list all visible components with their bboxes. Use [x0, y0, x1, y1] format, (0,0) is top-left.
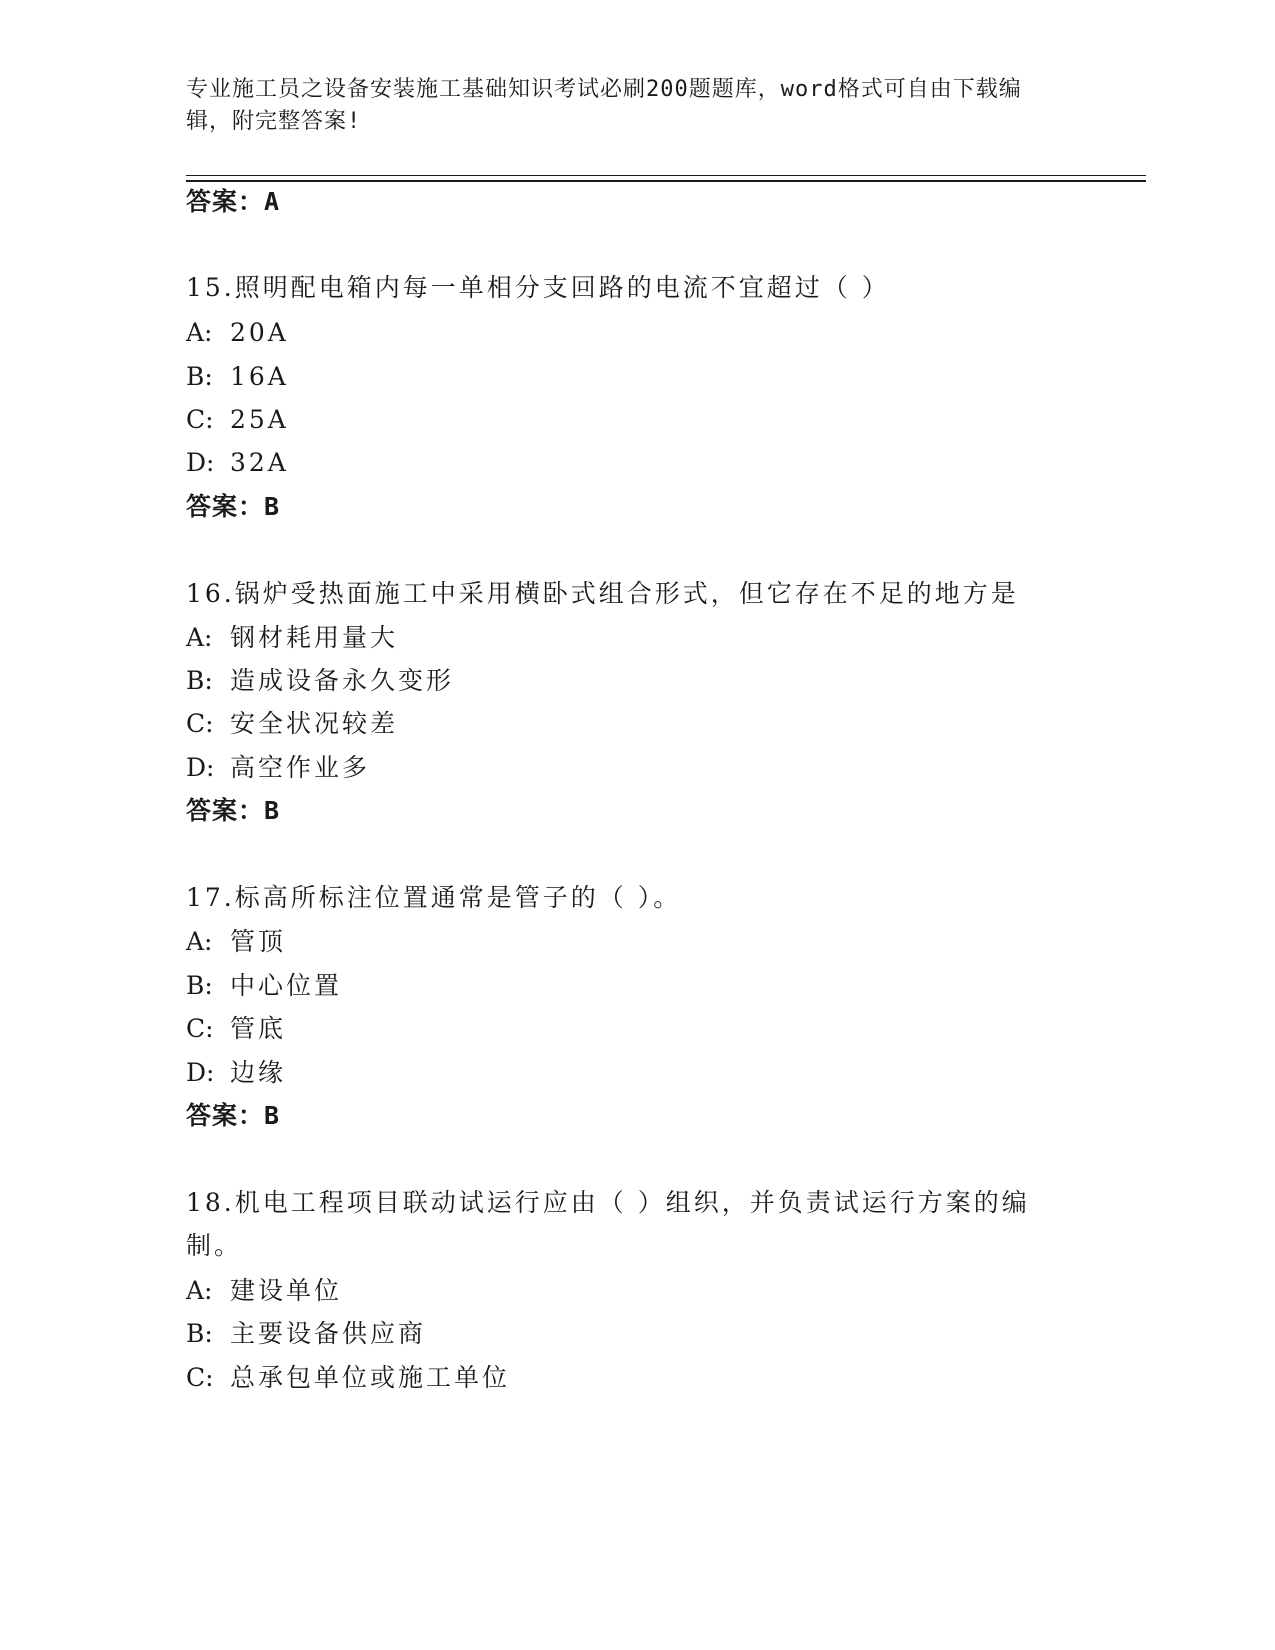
question-16-option-c: [186, 708, 398, 740]
question-17-option-b: [186, 970, 342, 1002]
document-header: 专业施工员之设备安装施工基础知识考试必刷200题题库，word格式可自由下载编辑，附完整答案!: [186, 77, 1022, 134]
option-letter: B:: [186, 362, 213, 391]
question-15-option-a: [186, 317, 289, 349]
header-divider-thin: [186, 175, 1146, 176]
option-text: 高空作业多: [230, 753, 371, 782]
answer-prev: 答案：A: [186, 187, 281, 216]
option-text: 32A: [230, 448, 289, 477]
option-letter: D:: [186, 1058, 215, 1087]
question-15-title: 15.照明配电箱内每一单相分支回路的电流不宜超过（ ）: [186, 273, 890, 302]
option-text: 16A: [230, 362, 289, 391]
option-letter: C:: [186, 709, 214, 738]
question-18-option-c: [186, 1362, 510, 1394]
option-letter: D:: [186, 448, 215, 477]
option-text: 钢材耗用量大: [230, 623, 399, 652]
question-17-option-c: [186, 1013, 286, 1045]
question-15-option-c: [186, 404, 289, 436]
option-letter: B:: [186, 666, 213, 695]
option-text: 管顶: [230, 927, 287, 956]
question-15-answer: 答案：B: [186, 492, 281, 521]
question-18-title-line2: 制。: [186, 1231, 243, 1260]
question-16-title: 16.锅炉受热面施工中采用横卧式组合形式，但它存在不足的地方是: [186, 579, 1019, 608]
option-text: 总承包单位或施工单位: [230, 1363, 511, 1392]
option-text: 边缘: [230, 1058, 287, 1087]
option-text: 建设单位: [230, 1276, 343, 1305]
question-17-answer: 答案：B: [186, 1101, 281, 1130]
option-letter: A:: [186, 318, 213, 347]
option-text: 管底: [230, 1014, 287, 1043]
question-15-option-b: [186, 361, 289, 393]
question-17-option-a: [186, 926, 286, 958]
question-15-option-d: [186, 447, 289, 479]
option-letter: B:: [186, 971, 213, 1000]
option-text: 安全状况较差: [230, 709, 399, 738]
option-text: 造成设备永久变形: [230, 666, 455, 695]
option-text: 中心位置: [230, 971, 343, 1000]
question-17-option-d: [186, 1057, 286, 1089]
question-16-answer: 答案：B: [186, 796, 281, 825]
option-letter: A:: [186, 1276, 213, 1305]
question-16-option-d: [186, 752, 370, 784]
option-letter: C:: [186, 1014, 214, 1043]
question-18-option-a: [186, 1275, 342, 1307]
question-17-title: 17.标高所标注位置通常是管子的（ ）。: [186, 883, 682, 912]
option-letter: B:: [186, 1319, 213, 1348]
header-divider-thick: [186, 180, 1146, 182]
option-text: 25A: [230, 405, 289, 434]
option-letter: A:: [186, 927, 213, 956]
option-text: 主要设备供应商: [230, 1319, 427, 1348]
option-text: 20A: [230, 318, 289, 347]
question-16-option-b: [186, 665, 454, 697]
option-letter: C:: [186, 405, 214, 434]
option-letter: C:: [186, 1363, 214, 1392]
question-16-option-a: [186, 622, 398, 654]
question-18-option-b: [186, 1318, 426, 1350]
option-letter: D:: [186, 753, 215, 782]
question-18-title-line1: 18.机电工程项目联动试运行应由（ ）组织，并负责试运行方案的编: [186, 1188, 1030, 1217]
option-letter: A:: [186, 623, 213, 652]
